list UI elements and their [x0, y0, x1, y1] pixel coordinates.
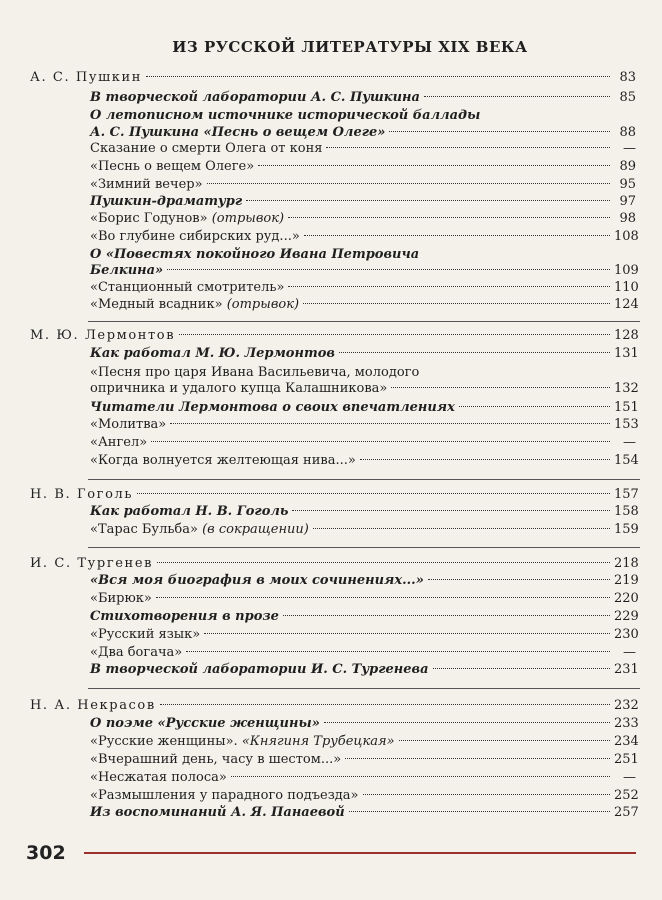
toc-entry[interactable] [90, 89, 636, 107]
toc-page-number: 131 [614, 346, 639, 361]
toc-entry[interactable] [90, 452, 639, 470]
toc-entry[interactable] [90, 733, 639, 751]
toc-dot-leader [399, 740, 610, 741]
toc-page-number: — [623, 435, 636, 450]
toc-entry-note: (отрывок) [211, 211, 285, 226]
toc-dot-leader [157, 562, 610, 563]
toc-author-turgenev[interactable] [30, 555, 639, 573]
toc-page-number: — [623, 141, 636, 156]
toc-entry[interactable] [90, 193, 636, 211]
toc-dot-leader [459, 406, 610, 407]
toc-entry-title: «Зимний вечер» [90, 177, 203, 192]
toc-page-number: — [623, 645, 636, 660]
toc-title-text: «Медный всадник» [90, 297, 223, 312]
toc-page-number: 83 [619, 70, 636, 85]
toc-page-number: — [623, 770, 636, 785]
toc-page-number: 229 [614, 609, 639, 624]
toc-dot-leader [246, 200, 610, 201]
toc-page-number: 124 [614, 297, 639, 312]
toc-dot-leader [389, 131, 610, 132]
toc-page-number: 220 [614, 591, 639, 606]
toc-entry[interactable] [90, 521, 639, 539]
toc-entry[interactable] [90, 608, 639, 626]
toc-page-number: 252 [614, 788, 639, 803]
toc-dot-leader [349, 811, 610, 812]
toc-entry-title: «Вся моя биография в моих сочинениях...» [90, 573, 424, 588]
toc-entry[interactable] [90, 769, 636, 787]
toc-entry-title: В творческой лаборатории А. С. Пушкина [90, 90, 420, 105]
toc-author-lermontov[interactable] [30, 327, 639, 345]
toc-entry-title: опричника и удалого купца Калашникова» [90, 381, 388, 396]
toc-dot-leader [231, 776, 610, 777]
toc-page-number: 233 [614, 716, 639, 731]
toc-entry[interactable] [90, 345, 639, 363]
toc-entry-title: Как работал М. Ю. Лермонтов [90, 346, 335, 361]
toc-page-number: 157 [614, 487, 639, 502]
toc-entry[interactable] [90, 626, 639, 644]
toc-entry-title: М. Ю. Лермонтов [30, 328, 176, 343]
section-heading: ИЗ РУССКОЙ ЛИТЕРАТУРЫ XIX ВЕКА [172, 38, 528, 56]
page-number: 302 [26, 842, 66, 864]
toc-entry[interactable] [90, 158, 636, 176]
toc-entry-title [90, 296, 299, 314]
toc-entry-title: О летописном источнике исторической баллады [90, 108, 481, 123]
toc-title-text: «Борис Годунов» [90, 211, 208, 226]
toc-dot-leader [160, 704, 610, 705]
section-divider [88, 479, 640, 480]
toc-entry-title: О «Повестях покойного Ивана Петровича [90, 247, 420, 262]
toc-entry-title [90, 521, 309, 539]
toc-dot-leader [288, 217, 610, 218]
toc-entry-title: «Песнь о вещем Олеге» [90, 159, 255, 174]
toc-entry[interactable] [90, 228, 639, 246]
toc-dot-leader [313, 528, 610, 529]
toc-entry-note: «Княгиня Трубецкая» [241, 734, 395, 749]
toc-title-text: «Русские женщины». [90, 734, 238, 749]
toc-dot-leader [326, 147, 610, 148]
toc-entry-title: О поэме «Русские женщины» [90, 716, 320, 731]
toc-dot-leader [156, 597, 610, 598]
toc-entry-title: «Когда волнуется желтеющая нива...» [90, 453, 356, 468]
toc-dot-leader [345, 758, 610, 759]
toc-page-number: 110 [614, 280, 639, 295]
toc-entry-title: «Во глубине сибирских руд...» [90, 229, 300, 244]
toc-entry-note: (отрывок) [226, 297, 300, 312]
toc-entry-title: А. С. Пушкина «Песнь о вещем Олеге» [90, 125, 386, 140]
toc-page-number: 219 [614, 573, 639, 588]
toc-entry-title: Сказание о смерти Олега от коня [90, 141, 323, 156]
toc-dot-leader [170, 423, 610, 424]
toc-entry[interactable] [90, 572, 639, 590]
toc-entry-title: Как работал Н. В. Гоголь [90, 504, 289, 519]
toc-page-number: 89 [619, 159, 636, 174]
toc-entry-title: «Станционный смотритель» [90, 280, 285, 295]
toc-entry-title: «Ангел» [90, 435, 148, 450]
section-divider [88, 321, 640, 322]
toc-dot-leader [204, 633, 610, 634]
toc-entry[interactable] [90, 380, 639, 398]
toc-entry-title: Белкина» [90, 263, 164, 278]
toc-entry-title: А. С. Пушкин [30, 70, 143, 85]
toc-entry[interactable] [90, 590, 639, 608]
toc-dot-leader [151, 441, 610, 442]
toc-entry-title [90, 733, 395, 751]
toc-entry[interactable] [90, 644, 636, 662]
toc-entry-title: Из воспоминаний А. Я. Панаевой [90, 805, 345, 820]
toc-page-number: 85 [619, 90, 636, 105]
toc-dot-leader [288, 286, 610, 287]
toc-entry-title: «Два богача» [90, 645, 183, 660]
toc-entry-title: Н. А. Некрасов [30, 698, 156, 713]
toc-page-number: 97 [619, 194, 636, 209]
toc-page-number: 251 [614, 752, 639, 767]
toc-entry-title [90, 210, 284, 228]
toc-page-number: 159 [614, 522, 639, 537]
toc-entry-title: «Вчерашний день, часу в шестом...» [90, 752, 342, 767]
toc-entry-title: «Бирюк» [90, 591, 152, 606]
toc-page-number: 132 [614, 381, 639, 396]
toc-dot-leader [207, 183, 610, 184]
toc-page-number: 128 [614, 328, 639, 343]
section-divider [88, 688, 640, 689]
toc-entry-title: И. С. Тургенев [30, 556, 154, 571]
toc-entry[interactable] [90, 399, 639, 417]
toc-entry-title: В творческой лаборатории И. С. Тургенева [90, 662, 429, 677]
toc-dot-leader [433, 668, 610, 669]
toc-page-number: 153 [614, 417, 639, 432]
toc-entry[interactable] [90, 176, 636, 194]
toc-author-pushkin[interactable] [30, 69, 636, 87]
toc-dot-leader [137, 493, 610, 494]
toc-entry-title: Читатели Лермонтова о своих впечатлениях [90, 400, 455, 415]
toc-dot-leader [391, 387, 610, 388]
toc-page-number: 218 [614, 556, 639, 571]
toc-entry[interactable] [90, 715, 639, 733]
toc-page-number: 232 [614, 698, 639, 713]
toc-dot-leader [363, 794, 611, 795]
toc-entry[interactable] [90, 210, 636, 228]
toc-page-number: 154 [614, 453, 639, 468]
toc-author-nekrasov[interactable] [30, 697, 639, 715]
toc-page-number: 158 [614, 504, 639, 519]
toc-dot-leader [428, 579, 610, 580]
toc-entry-title: «Размышления у парадного подъезда» [90, 788, 359, 803]
toc-entry[interactable] [90, 751, 639, 769]
section-divider [88, 547, 640, 548]
toc-dot-leader [283, 615, 610, 616]
toc-entry[interactable] [90, 296, 639, 314]
toc-dot-leader [324, 722, 610, 723]
toc-entry-title: Стихотворения в прозе [90, 609, 279, 624]
toc-dot-leader [167, 269, 610, 270]
toc-page-number: 98 [619, 211, 636, 226]
toc-entry[interactable] [90, 262, 639, 280]
toc-entry-note: (в сокращении) [202, 522, 309, 537]
toc-entry-title: Пушкин-драматург [90, 194, 243, 209]
toc-dot-leader [424, 96, 610, 97]
toc-dot-leader [146, 76, 610, 77]
toc-page-number: 234 [614, 734, 639, 749]
toc-entry[interactable] [90, 140, 636, 158]
footer-rule [84, 852, 636, 854]
toc-dot-leader [179, 334, 610, 335]
toc-page-number: 109 [614, 263, 639, 278]
toc-entry-title: Н. В. Гоголь [30, 487, 134, 502]
toc-page-number: 108 [614, 229, 639, 244]
toc-page-number: 151 [614, 400, 639, 415]
toc-page-number: 230 [614, 627, 639, 642]
toc-dot-leader [186, 651, 610, 652]
toc-entry[interactable] [90, 661, 639, 679]
toc-dot-leader [304, 235, 610, 236]
toc-entry[interactable] [90, 804, 639, 822]
toc-entry-line[interactable] [90, 107, 636, 125]
toc-entry-title: «Русский язык» [90, 627, 201, 642]
toc-dot-leader [292, 510, 610, 511]
toc-entry-title: «Молитва» [90, 417, 167, 432]
toc-entry[interactable] [90, 787, 639, 805]
toc-entry[interactable] [90, 279, 639, 297]
toc-title-text: «Тарас Бульба» [90, 522, 198, 537]
toc-page-number: 231 [614, 662, 639, 677]
toc-dot-leader [360, 459, 610, 460]
toc-entry-title: «Несжатая полоса» [90, 770, 227, 785]
toc-entry-title: «Песня про царя Ивана Васильевича, молодого [90, 365, 420, 380]
toc-page-number: 88 [619, 125, 636, 140]
toc-author-gogol[interactable] [30, 486, 639, 504]
toc-page-number: 95 [619, 177, 636, 192]
toc-entry[interactable] [90, 434, 636, 452]
toc-dot-leader [258, 165, 610, 166]
toc-entry[interactable] [90, 503, 639, 521]
toc-page-number: 257 [614, 805, 639, 820]
toc-dot-leader [303, 303, 610, 304]
toc-entry[interactable] [90, 416, 639, 434]
toc-dot-leader [339, 352, 610, 353]
